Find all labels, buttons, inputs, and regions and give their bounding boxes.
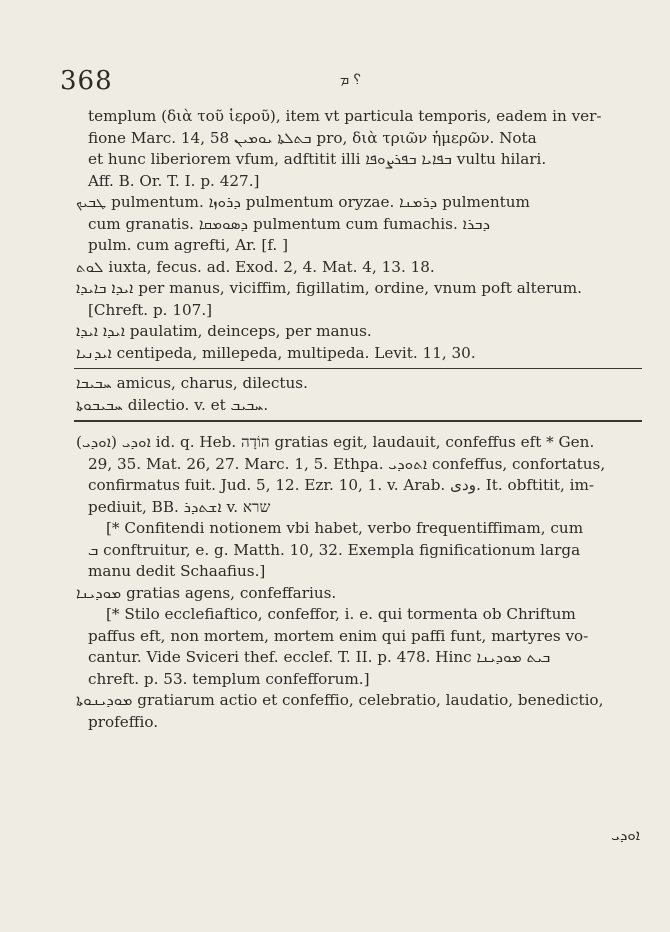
text-line: 29, 35. Mat. 26, 27. Marc. 1, 5. Ethpa. ܐܬܘܕܝ confeffus, confortatus, (88, 454, 606, 473)
note-line: [* Stilo ecclefiaftico, confeffor, i. e. qui tormenta ob Chriftum (106, 605, 576, 623)
entry-line: ܐܝܕܐ ܐܝܕܐ paulatim, deinceps, per manus. (76, 322, 372, 340)
text-line: et hunc liberiorem vfum, adftitit illi ܒܦܐܝܐ ܒܦܪܨܘܦܐ vultu hilari. (88, 150, 547, 168)
text-line: pediuit, BB. ܐܫܬܕܪ v. שרא (88, 497, 271, 516)
entry-line: ܡܘܕܝܢܐ gratias agens, confeffarius. (76, 583, 337, 602)
entry-line: ܚܒܝܒܘܬܐ dilectio. v. et ܚܒܝܒ. (76, 395, 269, 414)
entry-line: ܐܝܕܐ ܒܐܝܕܐ per manus, viciffim, figillatim, ordine, vnum poft alterum. (76, 279, 583, 297)
entry-line: ܡܘܕܝܢܘܬܐ gratiarum actio et confeffio, celebratio, laudatio, benedictio, (76, 691, 604, 709)
entry-line: ܐܝܕܢܝܐ centipeda, millepeda, multipeda. Levit. 11, 30. (76, 343, 476, 362)
page-header (60, 66, 620, 96)
text-line: [Chreft. p. 107.] (88, 300, 213, 319)
running-head: ؟ ܡ (340, 72, 362, 88)
note-line: chreft. p. 53. templum confefforum.] (88, 669, 370, 688)
page-number: 368 (60, 66, 113, 96)
entry-line: ܠܘܬ iuxta, fecus. ad. Exod. 2, 4. Mat. 4, 13. 18. (76, 257, 435, 276)
text-line: profeffio. (88, 712, 159, 731)
text-line: fione Marc. 14, 58 ܒܬܠܬܐ ܝܘܡܝܢ pro, διὰ τριῶν ἡμερῶν. Nota (88, 128, 537, 147)
note-line: cantur. Vide Sviceri thef. ecclef. T. II. p. 478. Hinc ܒܝܬ ܡܘܕܝܢܐ (88, 648, 551, 666)
root-entry-line: (ܐܘܕܝ) ܐܘܕܝ id. q. Heb. הוֹדָה gratias egit, laudauit, confeffus eft * Gen. (76, 433, 595, 451)
note-line: ܒ conftruitur, e. g. Matth. 10, 32. Exempla fignificationum larga (88, 540, 581, 559)
entry-line: ܛܒܝܟ pulmentum. ܕܪܘܙܐ pulmentum oryzae. ܕܪܡܢܐ pulmentum (76, 193, 530, 211)
note-line: manu dedit Schaafius.] (88, 562, 266, 580)
entry-line: ܚܒܝܒܐ amicus, charus, dilectus. (76, 374, 308, 392)
text-line: templum (διὰ τοῦ ἱεροῦ), item vt particula temporis, eadem in ver- (88, 107, 602, 125)
text-line: cum granatis. ܕܣܘܡܩܐ pulmentum cum fumachis. ܕܒܪܐ (88, 214, 491, 233)
text-line: confirmatus fuit. Jud. 5, 12. Ezr. 10, 1. v. Arab. ودى. It. obftitit, im- (88, 476, 595, 494)
catchword: ܐܘܕܝ (611, 826, 640, 844)
text-line: Aff. B. Or. T. I. p. 427.] (88, 171, 260, 190)
text-line: pulm. cum agrefti, Ar. [f. ] (88, 236, 288, 254)
section-rule (74, 368, 642, 369)
section-rule (74, 420, 642, 422)
note-line: paffus eft, non mortem, mortem enim qui paffi funt, martyres vo- (88, 626, 589, 645)
note-line: [* Confitendi notionem vbi habet, verbo frequentiffimam, cum (106, 519, 584, 537)
page-body (76, 106, 644, 733)
